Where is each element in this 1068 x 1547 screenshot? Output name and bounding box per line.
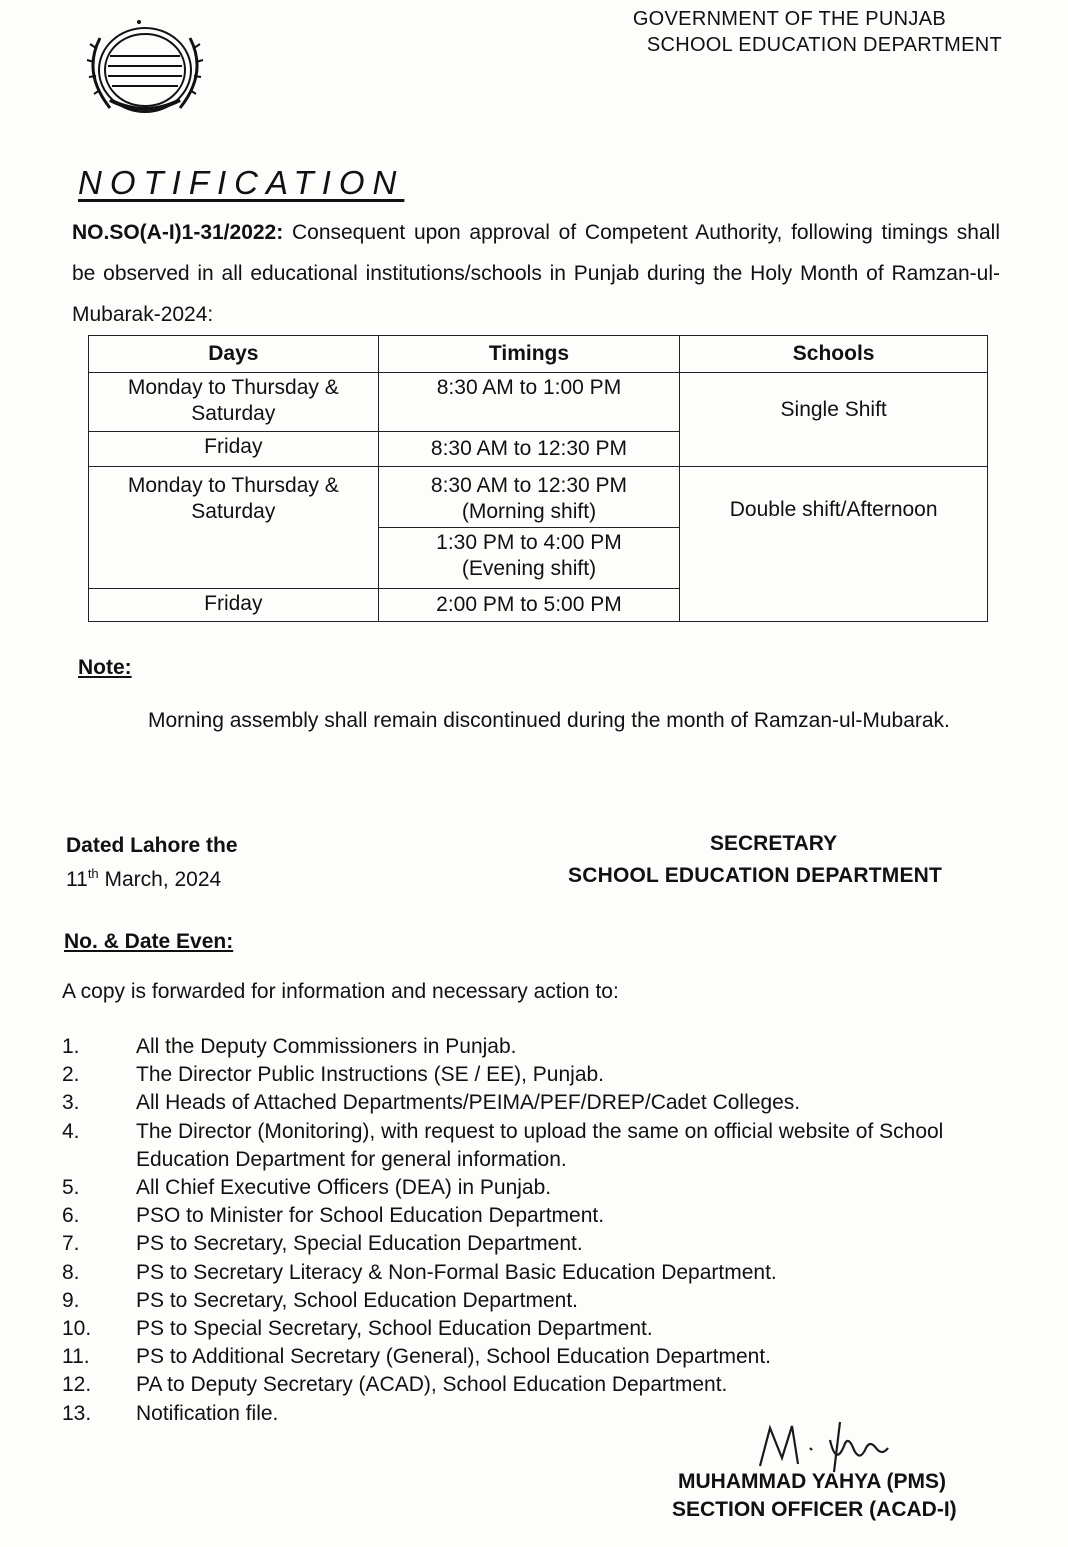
table-row [89, 467, 988, 528]
double-friday-time: 2:00 PM to 5:00 PM [378, 589, 680, 622]
notification-reference: NO.SO(A-I)1-31/2022: [72, 221, 284, 244]
distribution-list [62, 1033, 1012, 1428]
note-text: Morning assembly shall remain discontinued during the month of Ramzan-ul-Mubarak. [148, 709, 950, 732]
punjab-government-emblem-icon [70, 8, 220, 118]
table-row [89, 373, 988, 432]
double-weekday-days: Monday to Thursday & Saturday [89, 467, 379, 589]
intro-text: Consequent upon approval of Competent Authority, following timings shall be observed in all educational institutions/schools in Punjab during the Holy Month of Ramzan-ul-Mubarak-2024: [72, 221, 1000, 326]
list-item [62, 1089, 1012, 1117]
double-morning-cell [378, 467, 680, 528]
list-item [62, 1174, 1012, 1202]
list-item [62, 1371, 1012, 1399]
list-item-number: 4. [62, 1119, 80, 1143]
list-item [62, 1259, 1012, 1287]
list-item [62, 1343, 1012, 1371]
list-item [62, 1118, 1012, 1174]
list-item-number: 13. [62, 1401, 92, 1425]
single-shift-label: Single Shift [680, 373, 988, 467]
date-suffix: th [87, 866, 99, 881]
list-item-number: 2. [62, 1063, 80, 1087]
single-weekday-time: 8:30 AM to 1:00 PM [378, 373, 680, 432]
double-evening-time: 1:30 PM to 4:00 PM [436, 531, 622, 554]
list-item [62, 1033, 1012, 1061]
list-item-text: PS to Secretary, Special Education Department. [136, 1232, 583, 1256]
notification-title: NOTIFICATION [78, 164, 405, 201]
double-friday-days: Friday [89, 589, 379, 622]
list-item-text: PS to Secretary, School Education Department. [136, 1288, 579, 1312]
list-item-number: 8. [62, 1260, 80, 1284]
single-weekday-days: Monday to Thursday & Saturday [89, 373, 379, 432]
list-item [62, 1287, 1012, 1315]
header-timings: Timings [378, 336, 680, 373]
list-item-number: 6. [62, 1204, 80, 1228]
list-item-number: 5. [62, 1176, 80, 1200]
double-shift-label: Double shift/Afternoon [680, 467, 988, 622]
list-item-text: PS to Additional Secretary (General), School Education Department. [136, 1345, 772, 1369]
header-department: SCHOOL EDUCATION DEPARTMENT [646, 34, 1002, 56]
list-item-text: Notification file. [136, 1401, 279, 1425]
secretary-title: SECRETARY [710, 832, 838, 855]
list-item-text: PA to Deputy Secretary (ACAD), School Education Department. [136, 1373, 728, 1397]
date-rest: March, 2024 [98, 868, 222, 891]
list-item-text: PS to Secretary Literacy & Non-Formal Basic Education Department. [136, 1260, 777, 1284]
list-item [62, 1061, 1012, 1089]
timings-table [88, 335, 988, 622]
header-schools: Schools [680, 336, 988, 373]
list-item-text: PSO to Minister for School Education Department. [136, 1204, 605, 1228]
list-item [62, 1202, 1012, 1230]
signatory-name: MUHAMMAD YAHYA (PMS) [678, 1470, 946, 1493]
double-evening-cell [378, 528, 680, 589]
single-friday-days: Friday [89, 432, 379, 467]
list-item-text: All Heads of Attached Departments/PEIMA/PEF/DREP/Cadet Colleges. [136, 1091, 801, 1115]
intro-paragraph [72, 212, 1000, 335]
list-item-text: The Director (Monitoring), with request to upload the same on official website of School Education Department for general information. [136, 1119, 944, 1171]
list-item [62, 1315, 1012, 1343]
list-item-number: 3. [62, 1091, 80, 1115]
list-item-number: 1. [62, 1035, 80, 1058]
list-item-number: 10. [62, 1317, 92, 1341]
list-item-number: 9. [62, 1288, 80, 1312]
date-day: 11 [66, 868, 88, 891]
list-item-text: All Chief Executive Officers (DEA) in Punjab. [136, 1176, 552, 1200]
copy-forwarded-text: A copy is forwarded for information and necessary action to: [62, 980, 619, 1003]
secretary-department: SCHOOL EDUCATION DEPARTMENT [568, 864, 943, 887]
list-item-text: The Director Public Instructions (SE / EE), Punjab. [136, 1063, 605, 1087]
double-evening-label: (Evening shift) [461, 557, 597, 580]
no-date-even-heading: No. & Date Even: [64, 930, 234, 953]
list-item [62, 1230, 1012, 1258]
double-morning-label: (Morning shift) [461, 500, 597, 523]
list-item-number: 12. [62, 1373, 92, 1397]
list-item-text: PS to Special Secretary, School Education Department. [136, 1317, 653, 1341]
list-item-number: 7. [62, 1232, 80, 1256]
signatory-designation: SECTION OFFICER (ACAD-I) [672, 1498, 957, 1521]
handwritten-signature-icon [740, 1418, 920, 1478]
dated-date [66, 866, 221, 892]
header-days: Days [89, 336, 379, 373]
dated-place: Dated Lahore the [66, 834, 238, 857]
list-item-text: All the Deputy Commissioners in Punjab. [136, 1035, 517, 1058]
single-friday-time: 8:30 AM to 12:30 PM [378, 432, 680, 467]
note-heading: Note: [78, 656, 132, 679]
header-government: GOVERNMENT OF THE PUNJAB [632, 8, 946, 30]
double-morning-time: 8:30 AM to 12:30 PM [430, 474, 628, 497]
list-item-number: 11. [62, 1345, 90, 1369]
table-header-row [89, 336, 988, 373]
